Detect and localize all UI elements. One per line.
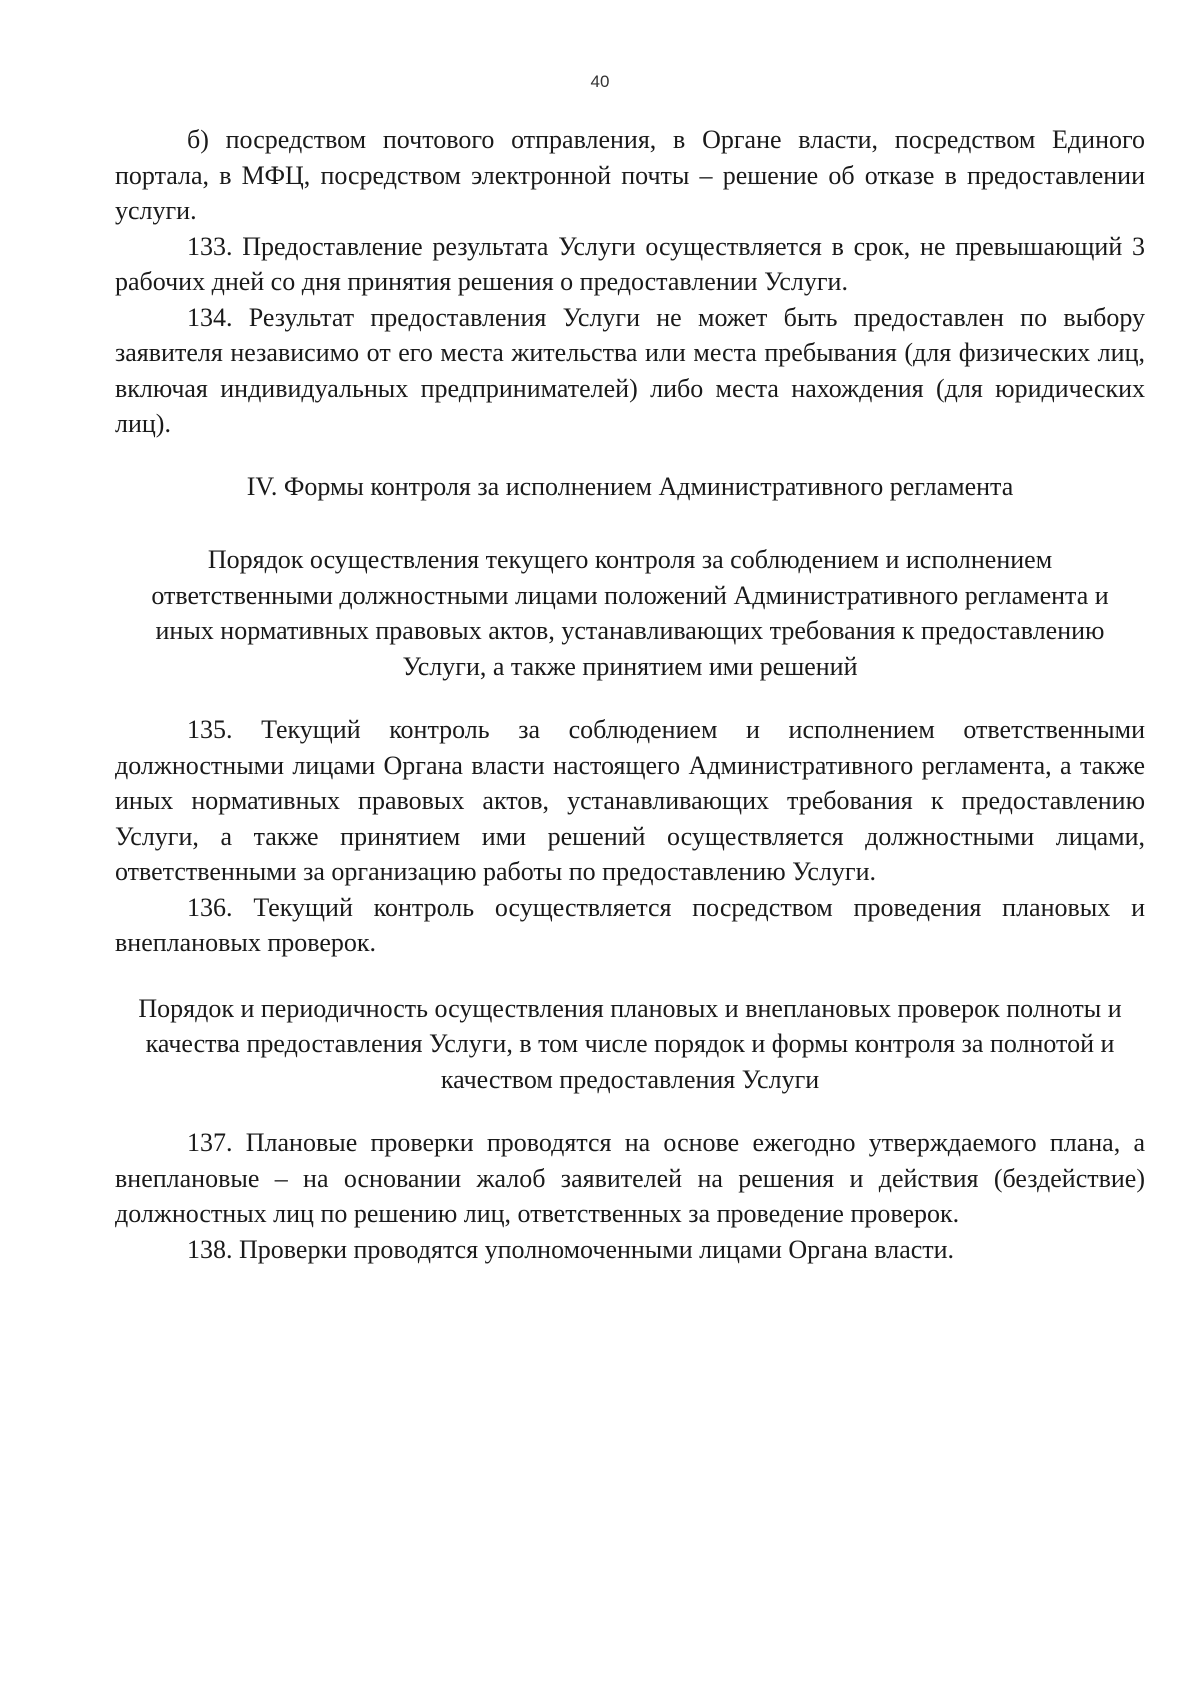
page-number: 40 (590, 72, 610, 91)
paragraph-136: 136. Текущий контроль осуществляется посредством проведения плановых и внеплановых проверок. (115, 892, 1145, 957)
paragraph-b: б) посредством почтового отправления, в Органе власти, посредством Единого портала, в МФЦ, посредством электронной почты – решение об отказе в предоставлении услуги. (115, 125, 1145, 225)
subsection-title-current-control: Порядок осуществления текущего контроля за соблюдением и исполнением ответственными должностными лицами положений Административного регламента и иных нормативных правовых актов, устанавливающих требования к предоставлению Услуги, а также принятием ими решений (151, 545, 1109, 681)
paragraph-135: 135. Текущий контроль за соблюдением и исполнением ответственными должностными лицами Органа власти настоящего Административного регламента, а также иных нормативных правовых актов, устанавливающих требования к предоставлению Услуги, а также принятием ими решений осуществляется должностными лицами, ответственными за организацию работы по предоставлению Услуги. (115, 715, 1145, 886)
document-body (115, 122, 1145, 1267)
paragraph-133: 133. Предоставление результата Услуги осуществляется в срок, не превышающий 3 рабочих дней со дня принятия решения о предоставлении Услуги. (115, 231, 1145, 296)
subsection-title-inspections: Порядок и периодичность осуществления плановых и внеплановых проверок полноты и качества предоставления Услуги, в том числе порядок и формы контроля за полнотой и качеством предоставления Услуги (138, 993, 1122, 1094)
section-title: IV. Формы контроля за исполнением Административного регламента (246, 471, 1014, 501)
paragraph-134: 134. Результат предоставления Услуги не может быть предоставлен по выбору заявителя независимо от его места жительства или места пребывания (для физических лиц, включая индивидуальных предпринимателей) либо места нахождения (для юридических лиц). (115, 302, 1145, 438)
paragraph-137: 137. Плановые проверки проводятся на основе ежегодно утверждаемого плана, а внеплановые – на основании жалоб заявителей на решения и действия (бездействие) должностных лиц по решению лиц, ответственных за проведение проверок. (115, 1128, 1145, 1228)
paragraph-138: 138. Проверки проводятся уполномоченными лицами Органа власти. (187, 1234, 955, 1264)
